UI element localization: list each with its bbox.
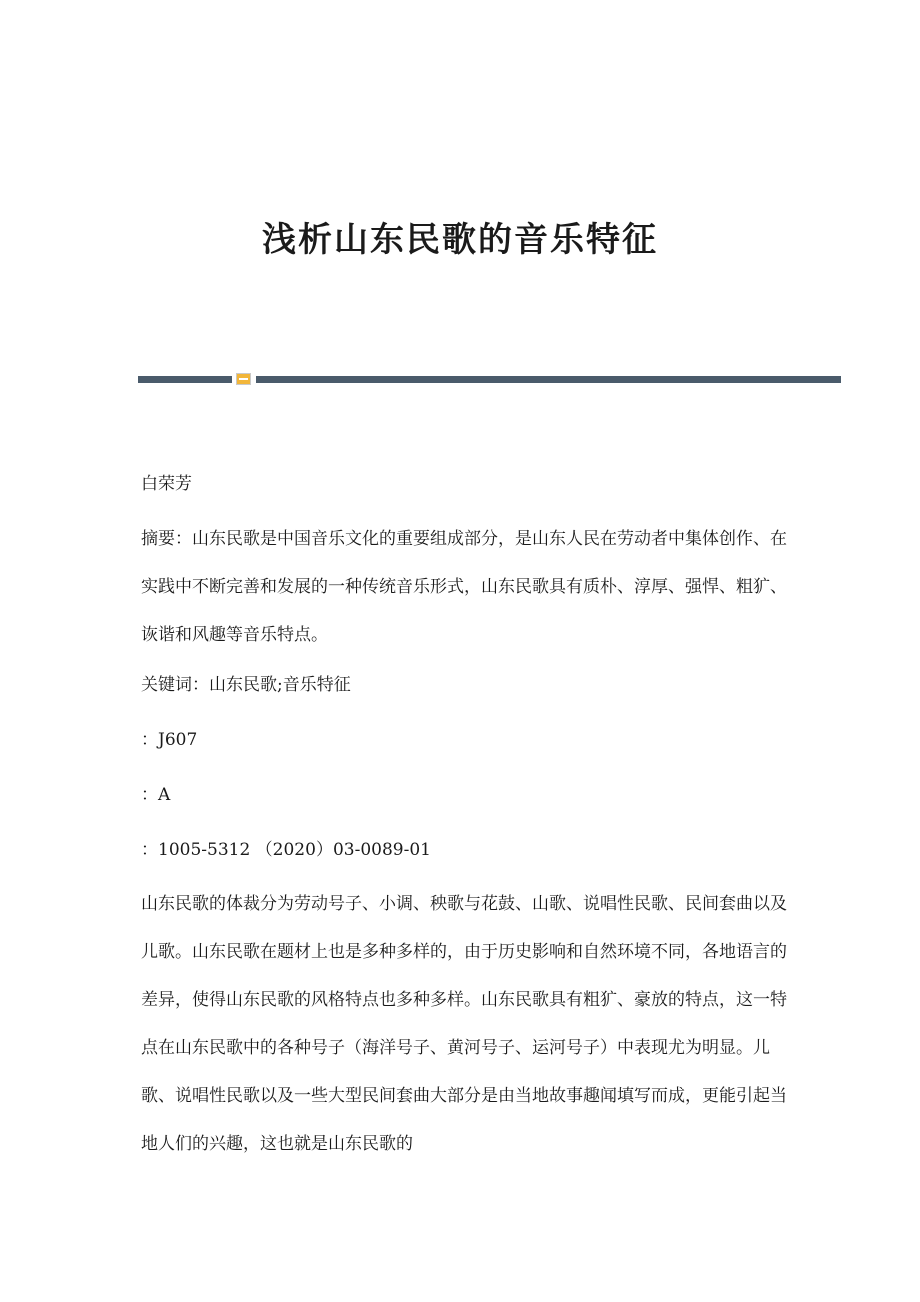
classification-number: ：J607 bbox=[141, 730, 198, 750]
abstract-label: 摘要： bbox=[141, 529, 192, 549]
document-title: 浅析山东民歌的音乐特征 bbox=[262, 220, 658, 260]
body-paragraph: 山东民歌的体裁分为劳动号子、小调、秧歌与花鼓、山歌、说唱性民歌、民间套曲以及儿歌。山东民歌在题材上也是多种多样的，由于历史影响和自然环境不同，各地语言的差异，使得山东民歌的风格特点也多种多样。山东民歌具有粗犷、豪放的特点，这一特点在山东民歌中的各种号子（海洋号子、黄河号子、运河号子）中表现尤为明显。儿歌、说唱性民歌以及一些大型民间套曲大部分是由当地故事趣闻填写而成，更能引起当地人们的兴趣，这也就是山东民歌的 bbox=[141, 894, 787, 1154]
title-divider bbox=[138, 372, 841, 386]
keywords bbox=[141, 667, 791, 703]
abstract bbox=[141, 515, 791, 659]
keywords-text: 山东民歌;音乐特征 bbox=[209, 675, 351, 695]
document-code: ：A bbox=[141, 785, 171, 805]
article-id: ：1005-5312 （2020）03-0089-01 bbox=[141, 840, 431, 860]
abstract-text: 山东民歌是中国音乐文化的重要组成部分，是山东人民在劳动者中集体创作、在实践中不断完善和发展的一种传统音乐形式，山东民歌具有质朴、淳厚、强悍、粗犷、诙谐和风趣等音乐特点。 bbox=[141, 529, 787, 645]
divider-ornament-icon bbox=[236, 373, 251, 385]
author-name: 白荣芳 bbox=[141, 474, 192, 494]
document-content bbox=[141, 466, 791, 1168]
divider-bar-left bbox=[138, 376, 232, 383]
divider-bar-right bbox=[256, 376, 841, 383]
keywords-label: 关键词： bbox=[141, 675, 209, 695]
